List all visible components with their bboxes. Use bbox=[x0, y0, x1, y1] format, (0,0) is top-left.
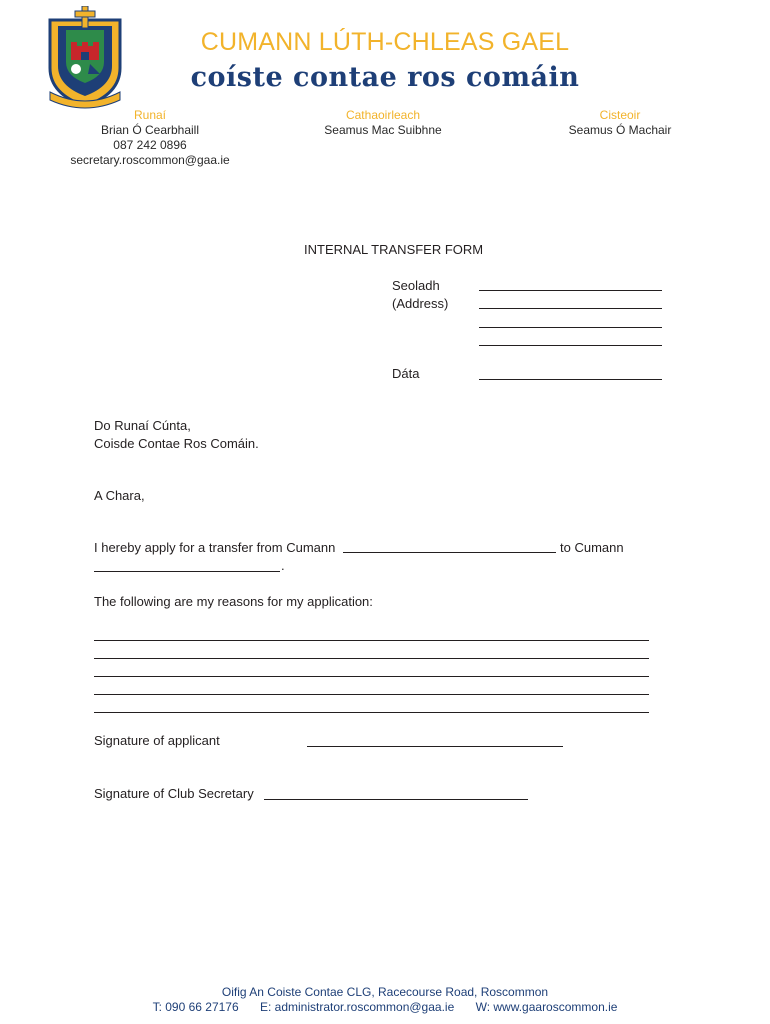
officer-role: Cisteoir bbox=[599, 108, 641, 122]
signature-secretary-line[interactable] bbox=[264, 799, 528, 800]
officer-role: Cathaoirleach bbox=[345, 108, 421, 122]
reason-line-4[interactable] bbox=[94, 694, 649, 695]
recipient-line-2: Coisde Contae Ros Comáin. bbox=[94, 436, 259, 451]
officer-chairman bbox=[283, 108, 483, 138]
form-title: INTERNAL TRANSFER FORM bbox=[304, 242, 484, 257]
county-crest-logo bbox=[46, 6, 124, 110]
date-line[interactable] bbox=[479, 379, 662, 380]
reason-line-1[interactable] bbox=[94, 640, 649, 641]
officer-name: Brian Ó Cearbhaill bbox=[100, 123, 200, 137]
officer-name: Seamus Ó Machair bbox=[568, 123, 672, 137]
signature-secretary-label: Signature of Club Secretary bbox=[94, 786, 254, 801]
transfer-prefix: I hereby apply for a transfer from Cumann bbox=[94, 540, 336, 555]
board-title: coíste contae ros comáin bbox=[190, 62, 580, 93]
address-line-3[interactable] bbox=[479, 327, 662, 328]
salutation: A Chara, bbox=[94, 488, 145, 503]
footer-contact bbox=[0, 1000, 770, 1014]
reason-line-5[interactable] bbox=[94, 712, 649, 713]
officer-treasurer bbox=[520, 108, 720, 138]
signature-applicant-label: Signature of applicant bbox=[94, 733, 220, 748]
footer-address: Oifig An Coiste Contae CLG, Racecourse Road, Roscommon bbox=[221, 985, 549, 999]
officer-email: secretary.roscommon@gaa.ie bbox=[70, 153, 230, 167]
transfer-middle: to Cumann bbox=[560, 540, 624, 555]
address-sublabel: (Address) bbox=[392, 296, 449, 311]
reason-line-2[interactable] bbox=[94, 658, 649, 659]
reasons-label: The following are my reasons for my application: bbox=[94, 594, 373, 609]
address-line-1[interactable] bbox=[479, 290, 662, 291]
officer-phone: 087 242 0896 bbox=[113, 138, 187, 152]
date-label: Dáta bbox=[392, 366, 420, 381]
footer-email: E: administrator.roscommon@gaa.ie bbox=[259, 1000, 455, 1014]
officer-name: Seamus Mac Suibhne bbox=[324, 123, 442, 137]
recipient-line-1: Do Runaí Cúnta, bbox=[94, 418, 191, 433]
signature-applicant-line[interactable] bbox=[307, 746, 563, 747]
to-club-line[interactable] bbox=[94, 571, 280, 572]
transfer-end: . bbox=[281, 558, 285, 573]
address-line-4[interactable] bbox=[479, 345, 662, 346]
footer-web: W: www.gaaroscommon.ie bbox=[475, 1000, 618, 1014]
footer-phone: T: 090 66 27176 bbox=[152, 1000, 239, 1014]
address-line-2[interactable] bbox=[479, 308, 662, 309]
org-title: CUMANN LÚTH-CHLEAS GAEL bbox=[200, 28, 570, 56]
address-label: Seoladh bbox=[392, 278, 440, 293]
officer-secretary bbox=[55, 108, 245, 168]
reason-line-3[interactable] bbox=[94, 676, 649, 677]
officer-role: Runaí bbox=[133, 108, 167, 122]
from-club-line[interactable] bbox=[343, 552, 556, 553]
